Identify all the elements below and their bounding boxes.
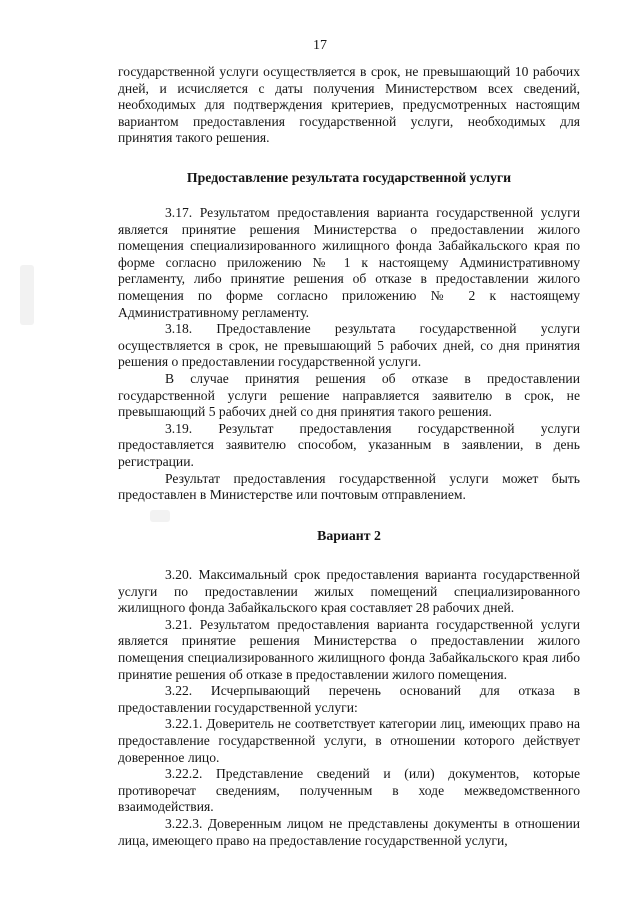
- clause-3-22: 3.22. Исчерпывающий перечень оснований для отказа в предоставлении государственной услуги:: [118, 683, 580, 715]
- clause-3-22-1: 3.22.1. Доверитель не соответствует категории лиц, имеющих право на предоставление государственной услуги, в отношении которого действует доверенное лицо.: [118, 716, 580, 765]
- clause-3-22-3: 3.22.3. Доверенным лицом не представлены документы в отношении лица, имеющего право на предоставление государственной услуги,: [118, 815, 580, 848]
- page-number: 17: [313, 38, 327, 53]
- clause-3-18: 3.18. Предоставление результата государственной услуги осуществляется в срок, не превышающий 5 рабочих дней, со дня принятия решения о предоставлении государственной услуги.: [118, 321, 580, 370]
- paragraph: Результат предоставления государственной услуги может быть предоставлен в Министерстве или почтовым отправлением.: [118, 470, 580, 503]
- scan-artifact: [150, 510, 170, 522]
- paragraph: государственной услуги осуществляется в срок, не превышающий 10 рабочих дней, и исчисляется с даты получения Министерством всех сведений, необходимых для подтверждения критериев, предусмотренных настоящим вариантом предоставления государственной услуги, необходимых для принятия такого решения.: [118, 64, 580, 146]
- clause-3-20: 3.20. Максимальный срок предоставления варианта государственной услуги по предоставлении жилых помещений специализированного жилищного фонда Забайкальского края составляет 28 рабочих дней.: [118, 567, 580, 616]
- section-heading-variant-2: Вариант 2: [317, 528, 381, 543]
- continuation-block: [118, 64, 580, 147]
- clause-3-19: 3.19. Результат предоставления государственной услуги предоставляется заявителю способом, указанным в заявлении, в день регистрации.: [118, 420, 580, 469]
- section-heading-result-delivery: Предоставление результата государственной услуги: [186, 170, 512, 185]
- clause-3-21: 3.21. Результатом предоставления варианта государственной услуги является принятие решения Министерства о предоставлении жилого помещения специализированного жилищного фонда Забайкальского края либо принятие решения об отказе в предоставлении жилого помещения.: [118, 616, 580, 682]
- scan-artifact: [20, 265, 34, 325]
- paragraph: В случае принятия решения об отказе в предоставлении государственной услуги решение направляется заявителю в срок, не превышающий 5 рабочих дней со дня принятия такого решения.: [118, 370, 580, 420]
- clause-3-17: 3.17. Результатом предоставления варианта государственной услуги является принятие решения Министерства о предоставлении жилого помещения специализированного жилищного фонда Забайкальского края по форме согласно приложению № 1 к настоящему Административному регламенту, либо принятие решения об отказе в предоставлении жилого помещения по форме согласно приложению № 2 к настоящему Административному регламенту.: [118, 205, 580, 320]
- variant-2-block: [118, 567, 580, 849]
- clause-3-22-2: 3.22.2. Представление сведений и (или) документов, которые противоречат сведениям, полученным в ходе межведомственного взаимодействия.: [118, 766, 580, 815]
- result-delivery-block: [118, 205, 580, 504]
